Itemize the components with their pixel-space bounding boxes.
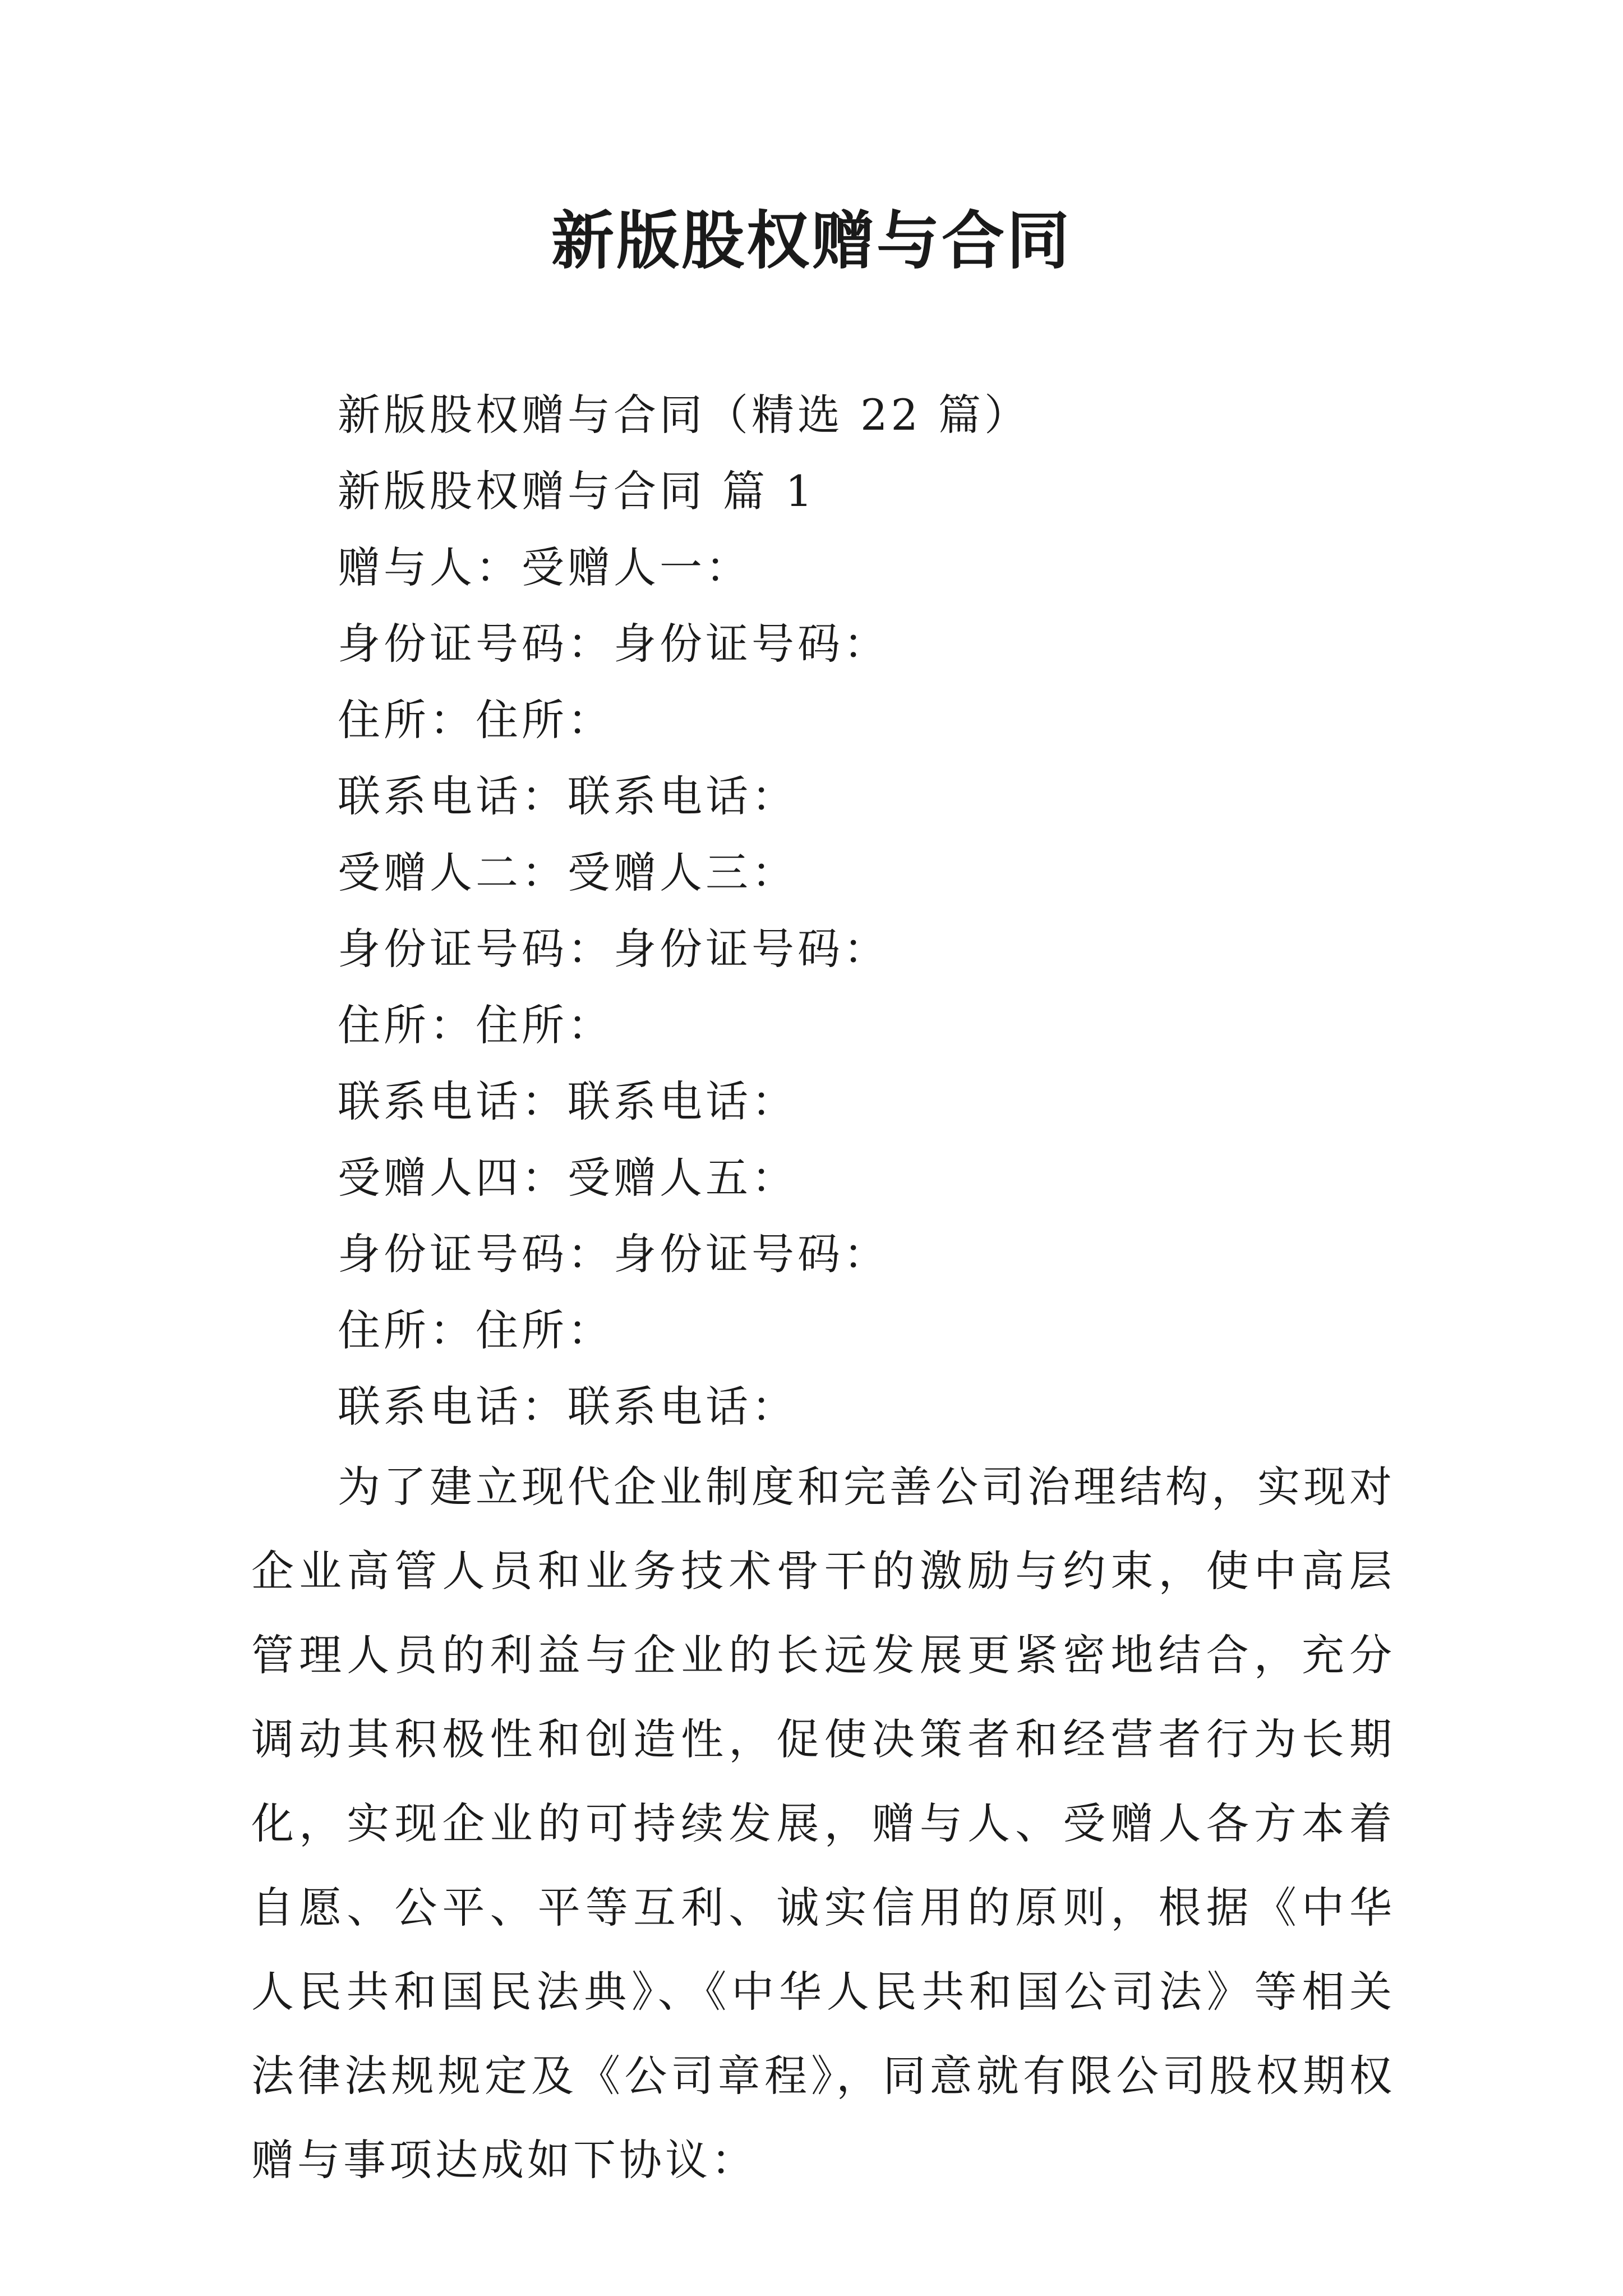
address-line: 住所：住所：	[338, 695, 614, 745]
phone-line: 联系电话：联系电话：	[338, 771, 797, 821]
address-line: 住所：住所：	[338, 1000, 614, 1050]
phone-line: 联系电话：联系电话：	[338, 1076, 797, 1126]
id-number-line: 身份证号码：身份证号码：	[338, 1229, 889, 1279]
phone-line: 联系电话：联系电话：	[338, 1382, 797, 1432]
donee-line: 受赠人四：受赠人五：	[338, 1153, 797, 1203]
address-line: 住所：住所：	[338, 1305, 614, 1355]
subtitle-line: 新版股权赠与合同（精选 22 篇）	[338, 390, 1031, 440]
preamble-paragraph: 为了建立现代企业制度和完善公司治理结构，实现对企业高管人员和业务技术骨干的激励与约束，使中高层管理人员的利益与企业的长远发展更紧密地结合，充分调动其积极性和创造性，促使决策者和经营者行为长期化，实现企业的可持续发展，赠与人、受赠人各方本着自愿、公平、平等互利、诚实信用的原则，根据《中华人民共和国民法典》、《中华人民共和国公司法》等相关法律法规规定及《公司章程》，同意就有限公司股权期权赠与事项达成如下协议：	[251, 1462, 1395, 2185]
id-number-line: 身份证号码：身份证号码：	[338, 619, 889, 669]
donee-line: 受赠人二：受赠人三：	[338, 848, 797, 898]
section-heading: 新版股权赠与合同 篇 1	[338, 466, 816, 516]
document-title: 新版股权赠与合同	[551, 204, 1072, 278]
id-number-line: 身份证号码：身份证号码：	[338, 924, 889, 974]
donor-line: 赠与人：受赠人一：	[338, 542, 751, 592]
document-body	[251, 377, 1395, 2245]
